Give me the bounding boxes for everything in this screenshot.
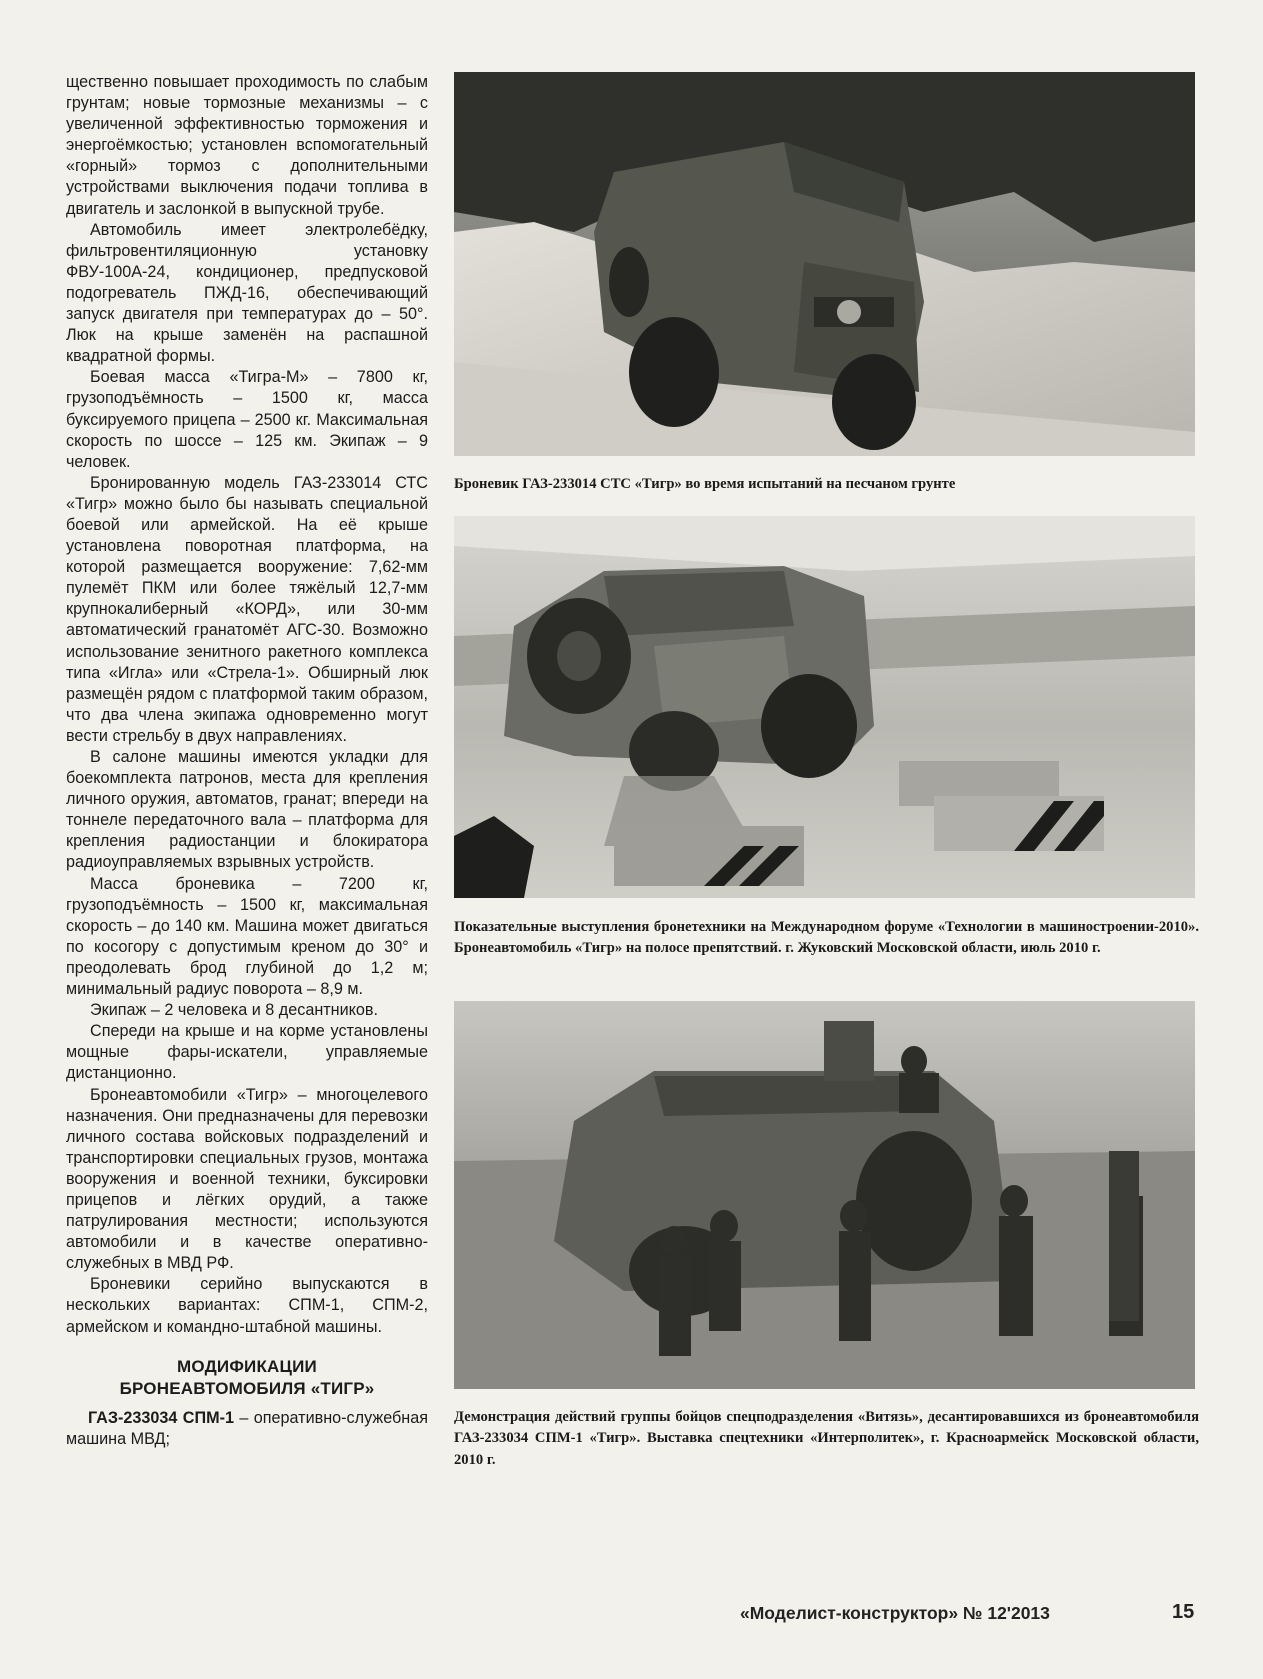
photo-caption: Демонстрация действий группы бойцов спецподразделения «Витязь», десантировавшихся из бронеавтомобиля ГАЗ-233034 СПМ-1 «Тигр». Выставка спецтехники «Интерполитек», г. Красноармейск Московской области, 2010 г. xyxy=(454,1409,1199,1468)
modification-description: – оперативно-служебная машина МВД; xyxy=(66,1408,428,1448)
article-paragraph: Масса броневика – 7200 кг, грузоподъёмность – 1500 кг, максимальная скорость – до 140 км. Машина может двигаться по косогору с допустимым креном до 30° и преодолевать брод глубиной до 1,2 м; минимальный радиус поворота – 8,9 м. xyxy=(66,874,428,999)
article-paragraph: Автомобиль имеет электролебёдку, фильтровентиляционную установку ФВУ-100А-24, кондиционер, предпусковой подогреватель ПЖД-16, обеспечивающий запуск двигателя при температурах до – 50°. Люк на крыше заменён на распашной квадратной формы. xyxy=(66,220,428,366)
article-paragraph: Боевая масса «Тигра-М» – 7800 кг, грузоподъёмность – 1500 кг, масса буксируемого прицепа – 2500 кг. Максимальная скорость по шоссе – 125 км. Экипаж – 9 человек. xyxy=(66,368,428,471)
photo-tigr-vityaz-demo xyxy=(454,1001,1195,1389)
article-paragraph: Бронированную модель ГАЗ-233014 СТС «Тигр» можно было бы называть специальной боевой или армейской. На её крыше установлена поворотная платформа, на которой размещается вооружение: 7,62-мм пулемёт ПКМ или более тяжёлый 12,7-мм крупнокалиберный «КОРД», или 30-мм автоматический гранатомёт АГС-30. Возможно использование зенитного ракетного комплекса типа «Игла» или «Стрела-1». Обширный люк размещён рядом с платформой таким образом, что два члена экипажа одновременно могут вести стрельбу в двух направлениях. xyxy=(66,473,428,745)
article-paragraph: В салоне машины имеются укладки для боекомплекта патронов, места для крепления личного оружия, автоматов, гранат; впереди на тоннеле передаточного вала – платформа для крепления радиостанции и блокиратора радиоуправляемых взрывных устройств. xyxy=(66,748,428,872)
magazine-title: «Моделист-конструктор» № 12'2013 xyxy=(740,1603,1050,1623)
article-paragraph: Спереди на крыше и на корме установлены мощные фары-искатели, управляемые дистанционно. xyxy=(66,1022,428,1083)
article-paragraph: щественно повышает проходимость по слабым грунтам; новые тормозные механизмы – с увеличенной эффективностью торможения и энергоёмкостью; установлен вспомогательный «горный» тормоз с дополнительными устройствами выключения подачи топлива в двигатель и заслонкой в выпускной трубе. xyxy=(66,73,428,218)
article-paragraph: Бронеавтомобили «Тигр» – многоцелевого назначения. Они предназначены для перевозки личного состава войсковых подразделений и транспортировки специальных грузов, монтажа вооружения и военной техники, буксировки прицепов и лёгких орудий, а также патрулирования местности; используются автомобили и в качестве оперативно-служебных в МВД РФ. xyxy=(66,1085,428,1273)
photo-tigr-obstacle-course xyxy=(454,516,1195,898)
photo-caption: Показательные выступления бронетехники на Международном форуме «Технологии в машиностроении-2010». Бронеавтомобиль «Тигр» на полосе препятствий. г. Жуковский Московской области, июль 2010 г. xyxy=(454,919,1199,957)
modification-entry xyxy=(66,1408,428,1450)
page-number: 15 xyxy=(1172,1601,1195,1623)
section-heading-line: БРОНЕАВТОМОБИЛЯ «ТИГР» xyxy=(119,1378,375,1398)
article-paragraph: Экипаж – 2 человека и 8 десантников. xyxy=(90,1001,379,1020)
article-text-column xyxy=(66,72,428,1450)
photo-tigr-sand-test xyxy=(454,72,1195,456)
article-paragraph: Броневики серийно выпускаются в нескольких вариантах: СПМ-1, СПМ-2, армейском и командно-штабной машины. xyxy=(66,1275,428,1336)
photo-caption: Броневик ГАЗ-233014 СТС «Тигр» во время испытаний на песчаном грунте xyxy=(454,476,956,492)
section-heading xyxy=(66,1356,428,1400)
section-heading-line: МОДИФИКАЦИИ xyxy=(177,1356,317,1376)
modification-name: ГАЗ-233034 СПМ-1 xyxy=(88,1408,234,1427)
